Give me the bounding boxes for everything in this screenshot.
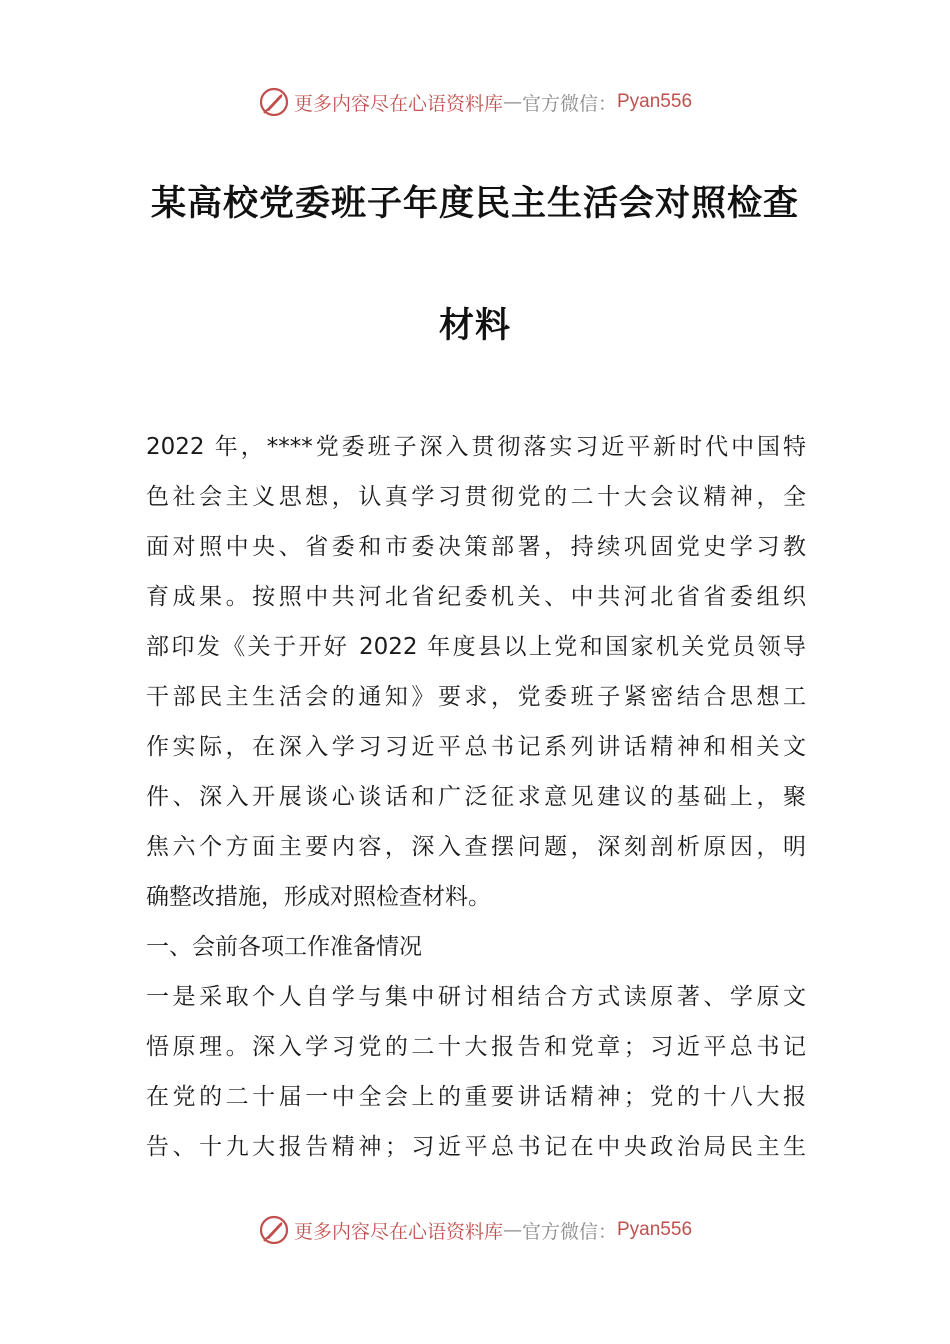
body-line: 在党的二十届一中全会上的重要讲话精神；党的十八大报 bbox=[146, 1084, 806, 1110]
watermark-promo-text: 更多内容尽在心语资料库 bbox=[293, 92, 503, 115]
body-line: 件、深入开展谈心谈话和广泛征求意见建议的基础上，聚 bbox=[146, 784, 806, 810]
watermark-promo-text: 更多内容尽在心语资料库 bbox=[293, 1220, 503, 1243]
document-title-line-2: 材料 bbox=[438, 305, 511, 346]
watermark-dash: — bbox=[502, 1219, 522, 1241]
quill-logo-icon bbox=[258, 86, 290, 118]
body-line: 悟原理。深入学习党的二十大报告和党章；习近平总书记 bbox=[146, 1034, 806, 1060]
body-line: 焦六个方面主要内容，深入查摆问题，深刻剖析原因，明 bbox=[146, 834, 806, 860]
body-line: 2022 年，****党委班子深入贯彻落实习近平新时代中国特 bbox=[146, 434, 806, 460]
watermark-banner-top bbox=[0, 82, 950, 122]
body-line: 告、十九大报告精神；习近平总书记在中央政治局民主生 bbox=[146, 1134, 806, 1160]
watermark-banner-bottom bbox=[0, 1210, 950, 1250]
section-heading: 一、会前各项工作准备情况 bbox=[146, 934, 422, 960]
body-line: 作实际，在深入学习习近平总书记系列讲话精神和相关文 bbox=[146, 734, 806, 760]
watermark-official-label: 官方微信： bbox=[521, 1220, 617, 1243]
watermark-official-label: 官方微信： bbox=[521, 92, 617, 115]
body-line: 一是采取个人自学与集中研讨相结合方式读原著、学原文 bbox=[146, 984, 806, 1010]
body-line: 干部民主生活会的通知》要求，党委班子紧密结合思想工 bbox=[146, 684, 806, 710]
watermark-wechat-id: Pyan556 bbox=[617, 91, 693, 112]
body-line: 确整改措施，形成对照检查材料。 bbox=[146, 884, 491, 910]
quill-logo-icon bbox=[258, 1214, 290, 1246]
body-line: 部印发《关于开好 2022 年度县以上党和国家机关党员领导 bbox=[146, 634, 806, 660]
body-line: 面对照中央、省委和市委决策部署，持续巩固党史学习教 bbox=[146, 534, 806, 560]
body-line: 色社会主义思想，认真学习贯彻党的二十大会议精神，全 bbox=[146, 484, 806, 510]
body-line: 育成果。按照中共河北省纪委机关、中共河北省省委组织 bbox=[146, 584, 806, 610]
document-title-line-1: 某高校党委班子年度民主生活会对照检查 bbox=[150, 183, 799, 224]
watermark-wechat-id: Pyan556 bbox=[617, 1219, 693, 1240]
watermark-dash: — bbox=[502, 91, 522, 113]
